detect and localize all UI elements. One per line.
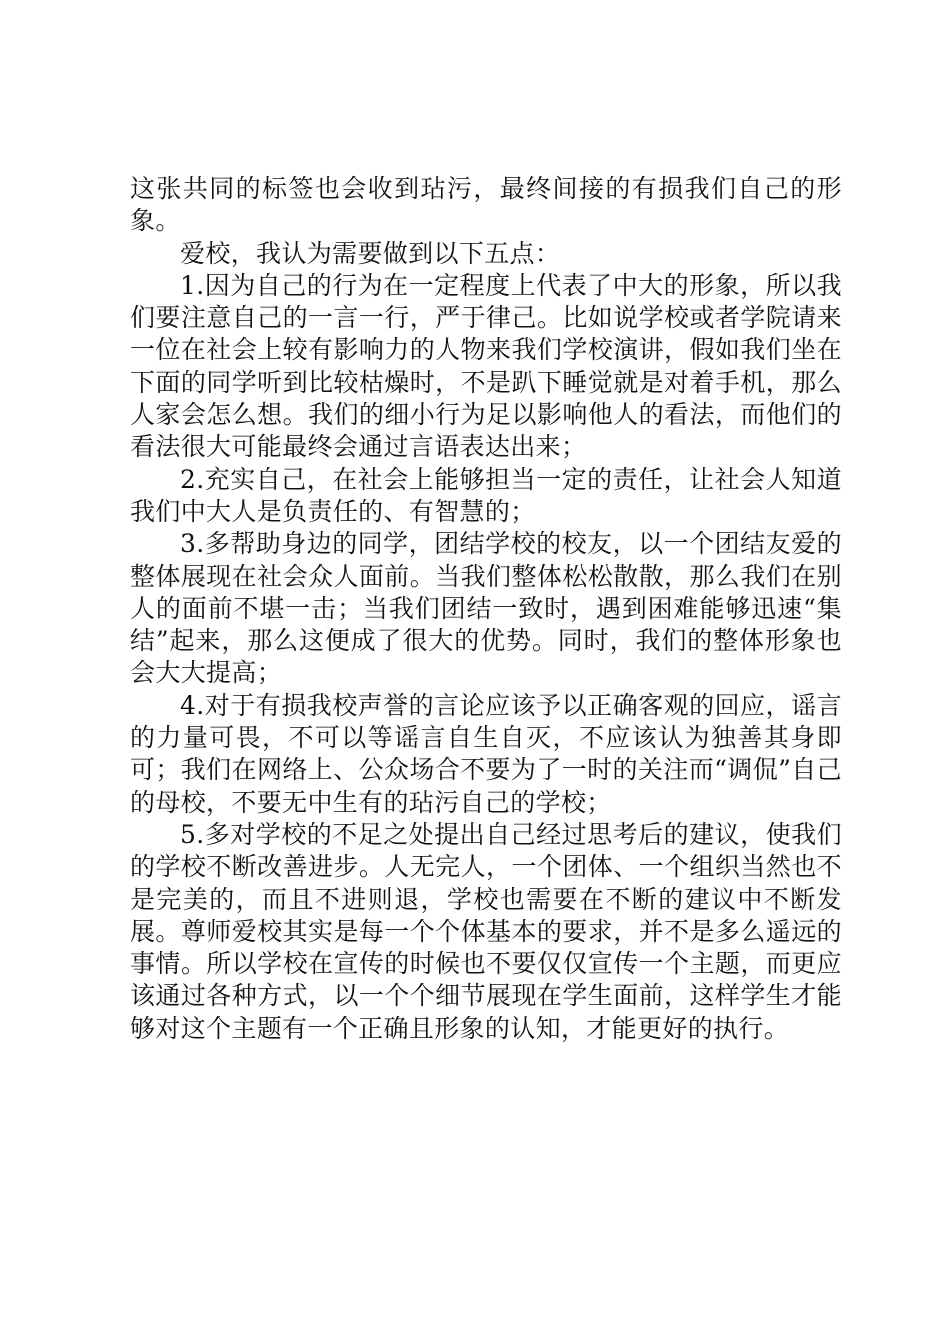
paragraph-point-5: 5.多对学校的不足之处提出自己经过思考后的建议，使我们的学校不断改善进步。人无完人，一个团体、一个组织当然也不是完美的，而且不进则退，学校也需要在不断的建议中不断发展。尊师爱校其实是每一个个体基本的要求，并不是多么遥远的事情。所以学校在宣传的时候也不要仅仅宣传一个主题，而更应该通过各种方式，以一个个细节展现在学生面前，这样学生才能够对这个主题有一个正确且形象的认知，才能更好的执行。 bbox=[130, 819, 842, 1043]
paragraph-point-1: 1.因为自己的行为在一定程度上代表了中大的形象，所以我们要注意自己的一言一行，严于律己。比如说学校或者学院请来一位在社会上较有影响力的人物来我们学校演讲，假如我们坐在下面的同学听到比较枯燥时，不是趴下睡觉就是对着手机，那么人家会怎么想。我们的细小行为足以影响他人的看法，而他们的看法很大可能最终会通过言语表达出来； bbox=[130, 270, 842, 462]
document-body bbox=[130, 173, 842, 1045]
paragraph-point-4: 4.对于有损我校声誉的言论应该予以正确客观的回应，谣言的力量可畏，不可以等谣言自生自灭，不应该认为独善其身即可；我们在网络上、公众场合不要为了一时的关注而“调侃”自己的母校，不要无中生有的玷污自己的学校； bbox=[130, 690, 842, 817]
paragraph-point-3: 3.多帮助身边的同学，团结学校的校友，以一个团结友爱的整体展现在社会众人面前。当我们整体松松散散，那么我们在别人的面前不堪一击；当我们团结一致时，遇到困难能够迅速“集结”起来，那么这便成了很大的优势。同时，我们的整体形象也会大大提高； bbox=[130, 529, 842, 688]
paragraph-point-2: 2.充实自己，在社会上能够担当一定的责任，让社会人知道我们中大人是负责任的、有智慧的； bbox=[130, 464, 842, 526]
paragraph-intro: 爱校，我认为需要做到以下五点： bbox=[180, 238, 561, 268]
paragraph-continuation: 这张共同的标签也会收到玷污，最终间接的有损我们自己的形象。 bbox=[130, 174, 842, 236]
